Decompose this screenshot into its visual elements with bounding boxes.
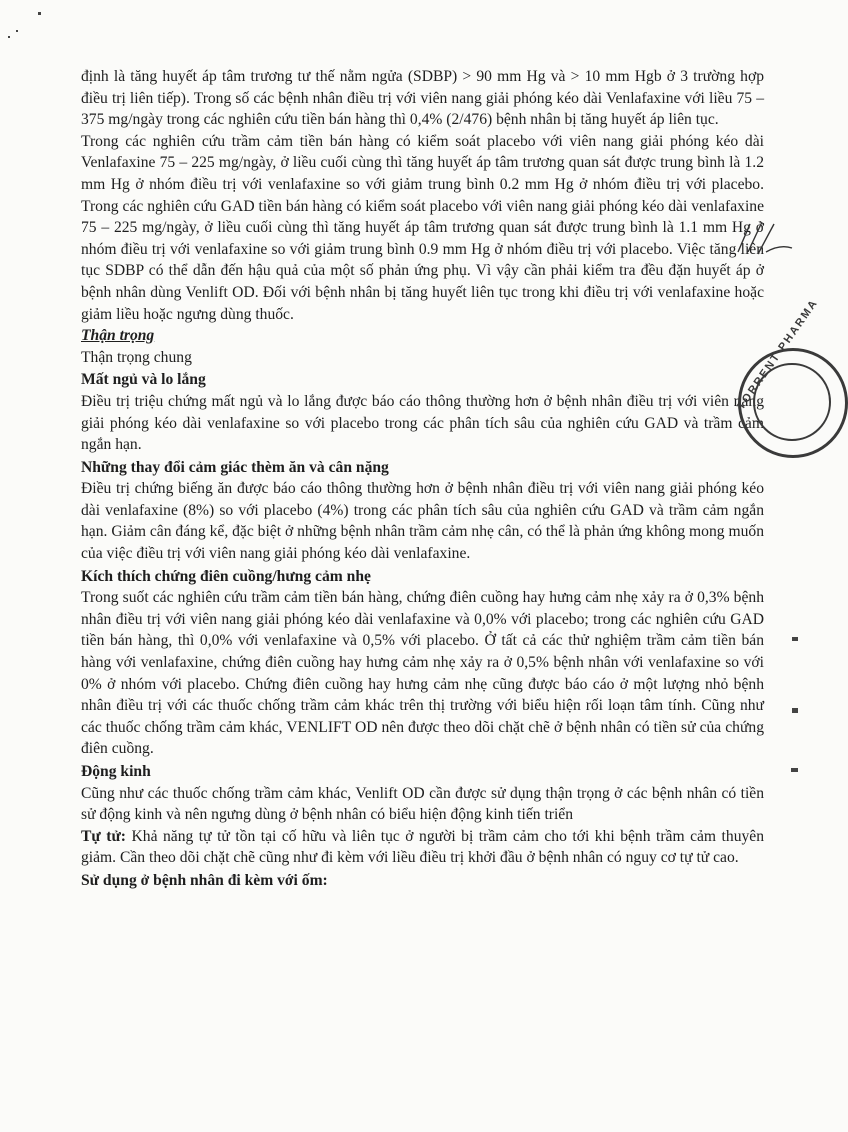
mania-heading: Kích thích chứng điên cuồng/hưng cảm nhẹ [81, 567, 371, 585]
company-stamp [735, 296, 848, 458]
epilepsy-heading: Động kinh [81, 763, 151, 780]
suicide-label: Tự tử: [81, 827, 127, 845]
section-title [81, 325, 764, 347]
appetite-heading: Những thay đổi cảm giác thèm ăn và cân nặng [81, 458, 389, 476]
epilepsy-paragraph: Cũng như các thuốc chống trầm cảm khác, Venlift OD cần được sử dụng thận trọng ở các bệnh nhân có tiền sử động kinh và nên ngưng dùng ở bệnh nhân có biểu hiện động kinh tiến triển [81, 784, 764, 824]
insomnia-heading: Mất ngủ và lo lắng [81, 371, 206, 389]
suicide-text: Khả năng tự tử tồn tại cố hữu và liên tục ở người bị trầm cảm cho tới khi bệnh trầm cảm thuyên giảm. Cần theo dõi chặt chẽ cũng như đi kèm với liều điều trị khởi đầu ở bệnh nhân có nguy cơ tự tử cao. [81, 827, 765, 867]
document-body [81, 66, 764, 892]
section-title-text: Thận trọng [81, 327, 155, 345]
hypertension-paragraph-1: định là tăng huyết áp tâm trương tư thế nằm ngửa (SDBP) > 90 mm Hg và > 10 mm Hgb ở 3 trường hợp điều trị liên tiếp). Trong số các bệnh nhân điều trị với viên nang giải phóng kéo dài Venlafaxine với liều 75 – 375 mg/ngày trong các nghiên cứu tiền bán hàng thì 0,4% (2/476) bệnh nhân bị tăng huyết áp liên tục. [81, 68, 764, 129]
scan-speck-2 [8, 36, 10, 38]
appetite-paragraph: Điều trị chứng biếng ăn được báo cáo thông thường hơn ở bệnh nhân điều trị với viên nang giải phóng kéo dài venlafaxine (8%) so với placebo (4%) trong các phân tích sâu của nghiên cứu GAD và trầm cảm ngắn hạn. Giảm cân đáng kể, đặc biệt ở những bệnh nhân trầm cảm nhẹ cân, có thể là phản ứng không mong muốn của việc điều trị với viên nang giải phóng kéo dài venlafaxine. [81, 480, 764, 563]
mania-paragraph: Trong suốt các nghiên cứu trầm cảm tiền bán hàng, chứng điên cuồng hay hưng cảm nhẹ xảy ra ở 0,3% bệnh nhân điều trị với viên nang giải phóng kéo dài venlafaxine và 0,0% với placebo; trong các nghiên cứu GAD tiền bán hàng, thì 0,0% với venlafaxine và 0,5% với placebo. Ở tất cả các thử nghiệm trầm cảm tiền bán hàng với venlafaxine, chứng điên cuồng hay hưng cảm nhẹ xảy ra ở 0,5% bệnh nhân với venlafaxine so với 0% ở nhóm với placebo. Chứng điên cuồng hay hưng cảm nhẹ cũng được báo cáo ở một lượng nhỏ bệnh nhân điều trị với các thuốc chống trầm cảm khác trên thị trường với biểu hiện rối loạn tâm tính. Cũng như các thuốc chống trầm cảm khác, VENLIFT OD nên được theo dõi chặt chẽ ở bệnh nhân có tiền sử của chứng điên cuồng. [81, 589, 764, 758]
handwritten-initials [736, 218, 796, 258]
hypertension-paragraph-2: Trong các nghiên cứu trầm cảm tiền bán hàng có kiểm soát placebo với viên nang giải phóng kéo dài Venlafaxine 75 – 225 mg/ngày, ở liều cuối cùng thì tăng huyết áp tâm trương quan sát được trung bình là 1.2 mm Hg ở nhóm điều trị với venlafaxine so với giảm trung bình 0.2 mm Hg ở nhóm điều trị với placebo. Trong các nghiên cứu GAD tiền bán hàng có kiểm soát placebo với viên nang giải phóng kéo dài venlafaxine 75 – 225 mg/ngày, ở liều cuối cùng thì tăng huyết áp tâm trương quan sát được trung bình là 1.1 mm Hg ở nhóm điều trị với venlafaxine so với giảm trung bình 0.9 mm Hg ở nhóm điều trị với placebo. Việc tăng liên tục SDBP có thể dẫn đến hậu quả của một số phản ứng phụ. Vì vậy cần phải kiểm tra đều đặn huyết áp ở bệnh nhân dùng Venlift OD. Đối với bệnh nhân bị tăng huyết liên tục trong khi điều trị với venlafaxine hoặc giảm liều hoặc ngưng dùng thuốc. [81, 132, 764, 323]
binding-mark-2 [792, 708, 798, 713]
binding-mark-1 [792, 637, 798, 641]
scan-speck-3 [16, 30, 18, 32]
suicide-paragraph [81, 826, 764, 869]
binding-mark-3 [791, 768, 798, 772]
insomnia-paragraph: Điều trị triệu chứng mất ngủ và lo lắng được báo cáo thông thường hơn ở bệnh nhân điều trị với viên nang giải phóng kéo dài venlafaxine so với placebo trong các phân tích sâu của nghiên cứu GAD và trầm cảm ngắn hạn. [81, 392, 764, 454]
comorbid-heading: Sử dụng ở bệnh nhân đi kèm với ốm: [81, 871, 328, 889]
scan-speck-1 [38, 12, 41, 15]
stamp-text: TORRENT PHARMA [735, 296, 821, 413]
general-precautions-label: Thận trọng chung [81, 348, 192, 366]
